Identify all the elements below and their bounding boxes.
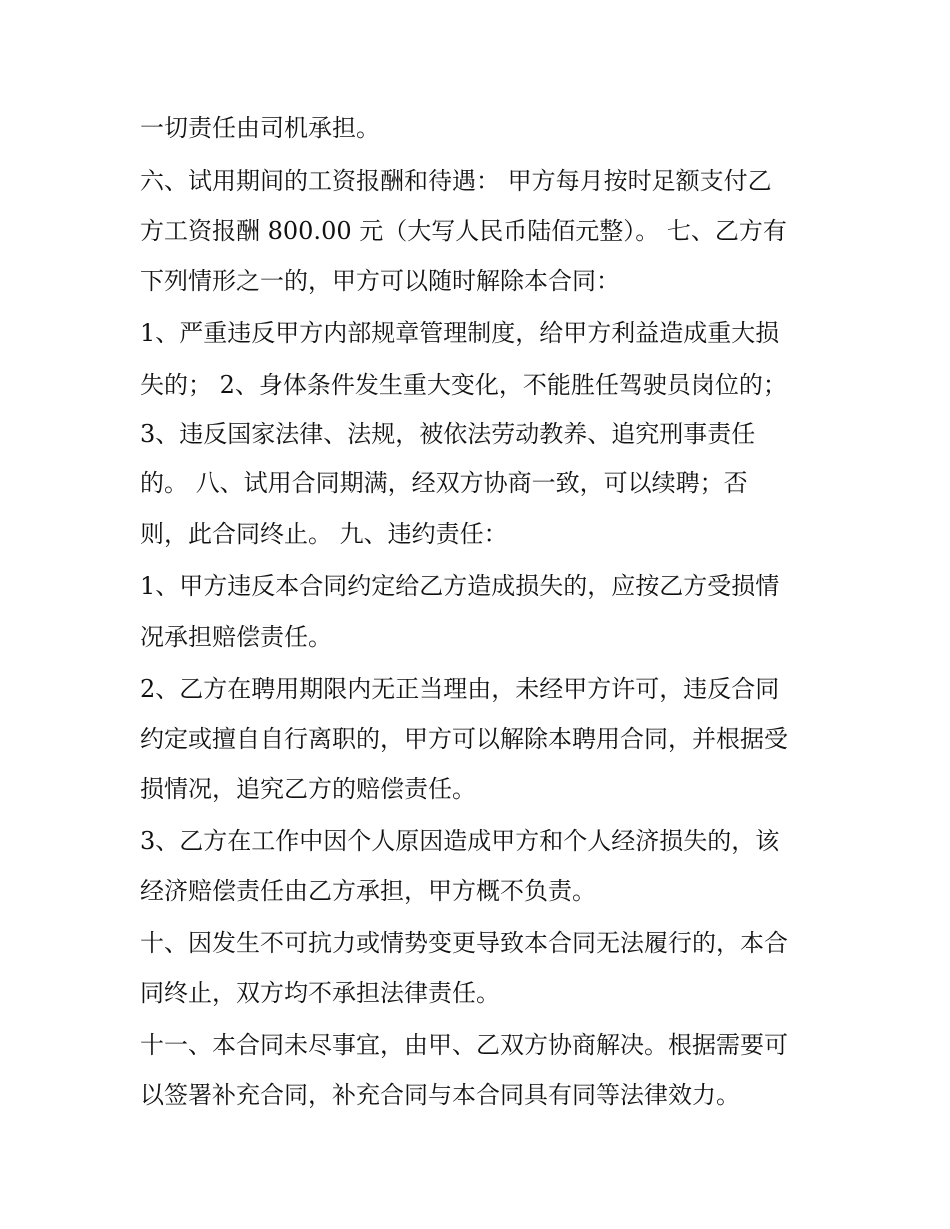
text-line: 下列情形之一的，甲方可以随时解除本合同： bbox=[140, 267, 620, 295]
text-line: 六、试用期间的工资报酬和待遇： 甲方每月按时足额支付乙 bbox=[140, 167, 772, 195]
text-line: 3、违反国家法律、法规，被依法劳动教养、追究刑事责任 bbox=[140, 420, 756, 448]
text-line: 1、严重违反甲方内部规章管理制度，给甲方利益造成重大损 bbox=[140, 319, 780, 347]
text-line: 一切责任由司机承担。 bbox=[140, 114, 380, 142]
text-line: 损情况，追究乙方的赔偿责任。 bbox=[140, 775, 476, 803]
text-line: 失的； 2、身体条件发生重大变化，不能胜任驾驶员岗位的； bbox=[140, 371, 787, 399]
text-line: 方工资报酬 800.00 元（大写人民币陆佰元整）。 七、乙方有 bbox=[140, 217, 787, 245]
text-line: 以签署补充合同，补充合同与本合同具有同等法律效力。 bbox=[140, 1081, 740, 1109]
text-line: 约定或擅自自行离职的，甲方可以解除本聘用合同，并根据受 bbox=[140, 725, 788, 753]
text-line: 则，此合同终止。 九、违约责任： bbox=[140, 520, 508, 548]
text-line: 十、因发生不可抗力或情势变更导致本合同无法履行的，本合 bbox=[140, 929, 788, 957]
text-line: 的。 八、试用合同期满，经双方协商一致，可以续聘；否 bbox=[140, 469, 748, 497]
text-line: 2、乙方在聘用期限内无正当理由，未经甲方许可，违反合同 bbox=[140, 675, 780, 703]
text-line: 同终止，双方均不承担法律责任。 bbox=[140, 979, 500, 1007]
text-line: 3、乙方在工作中因个人原因造成甲方和个人经济损失的，该 bbox=[140, 827, 780, 855]
text-line: 况承担赔偿责任。 bbox=[140, 623, 332, 651]
text-line: 十一、本合同未尽事宜，由甲、乙双方协商解决。根据需要可 bbox=[140, 1031, 788, 1059]
text-line: 1、甲方违反本合同约定给乙方造成损失的，应按乙方受损情 bbox=[140, 572, 780, 600]
text-line: 经济赔偿责任由乙方承担，甲方概不负责。 bbox=[140, 877, 596, 905]
